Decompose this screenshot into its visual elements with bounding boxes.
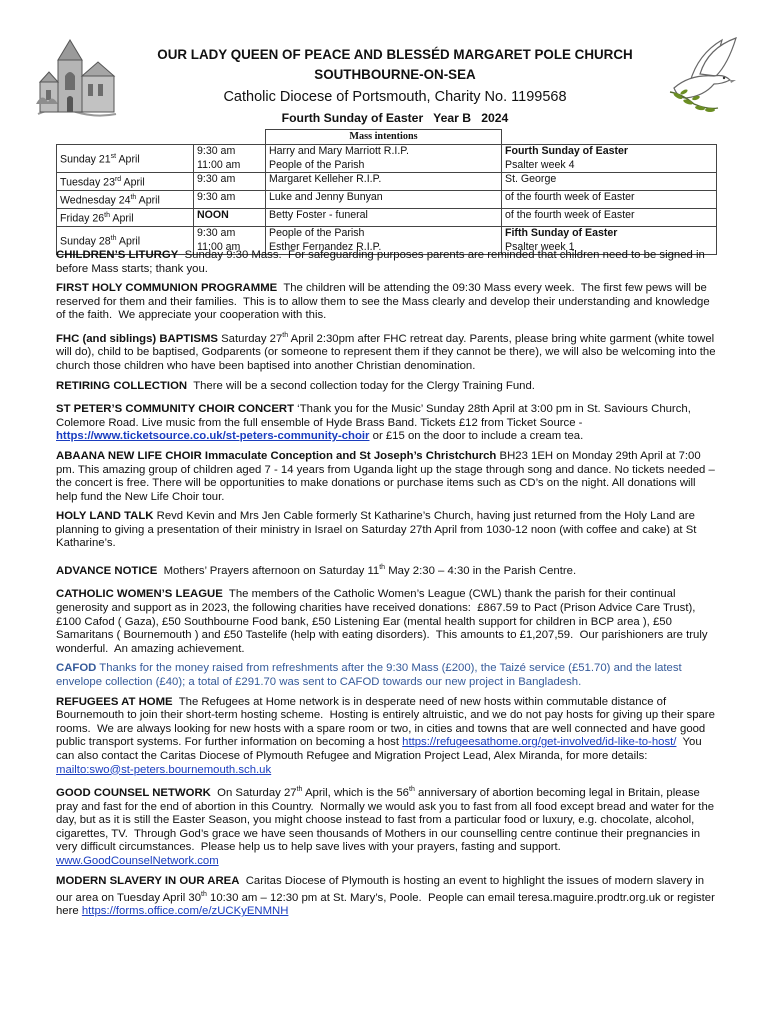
church-title-line2: SOUTHBOURNE-ON-SEA: [314, 67, 476, 82]
day-cell: Wednesday 24th April: [57, 191, 194, 209]
notice-first-holy-communion: [56, 282, 717, 323]
notice-text: The children will be attending the 09:30 Mass every week. The first few pews will be reserved for them and their families. This is to allow them to see the Mass clearly and develop their understanding and knowledge of the faith. We appreciate your cooperation with this.: [56, 282, 713, 322]
notice-text: Thanks for the money raised from refreshments after the 9:30 Mass (£200), the Taizé service (£51.70) and the latest envelope collection (£40); a total of £291.70 was sent to CAFOD towards our new project in Bangladesh.: [56, 662, 682, 688]
notice-title: CATHOLIC WOMEN’S LEAGUE: [56, 588, 223, 601]
day-cell: Tuesday 23rd April: [57, 173, 194, 191]
notice-advance-notice: ADVANCE NOTICE Mothers’ Prayers afternoon on Saturday 11th May 2:30 – 4:30 in the Parish Centre.: [56, 564, 577, 577]
intention-cell: Margaret Kelleher R.I.P.: [266, 173, 502, 191]
feast-cell: St. George: [502, 173, 717, 191]
time-cell: 9:30 am 11:00 am: [194, 145, 266, 173]
table-row: [57, 209, 717, 227]
notice-title: CHILDREN’S LITURGY: [56, 249, 179, 261]
diocese-line: Catholic Diocese of Portsmouth, Charity No. 1199568: [223, 89, 567, 105]
notice-text: There will be a second collection today for the Clergy Training Fund.: [187, 379, 535, 392]
notice-title: CAFOD: [56, 662, 97, 675]
notice-text: Caritas Diocese of Plymouth is hosting an event to highlight the issues of modern slavery in our area on Tuesday April 30: [56, 874, 708, 904]
feast-cell: of the fourth week of Easter: [502, 209, 717, 227]
good-counsel-link[interactable]: www.GoodCounselNetwork.com: [56, 854, 219, 867]
table-heading: Mass intentions: [266, 130, 502, 145]
time-cell: 9:30 am: [194, 173, 266, 191]
notice-text: The members of the Catholic Women’s League (CWL) thank the parish for their continual generosity and support as in 2023, the following charities have received donations: £867.59 to Pact (Prison Advice Care Trust), £100 Cafod ( Gaza), £50 Southbourne Food bank, £50 Listening Ear (mental health support for children in BCP area ), £50 Samaritans ( Bournemouth ) and £50 Tastelife (help with eating disorders). This amounts to £1,207,59. Our parishioners are truly wonderful. An amazing achievement.: [56, 588, 711, 655]
notice-text: May 2:30 – 4:30 in the Parish Centre.: [385, 564, 577, 577]
refugees-host-link[interactable]: https://refugeesathome.org/get-involved/id-like-to-host/: [402, 736, 677, 749]
time-cell: 9:30 am: [194, 191, 266, 209]
church-title-line1: OUR LADY QUEEN OF PEACE AND BLESSÉD MARGARET POLE CHURCH: [157, 47, 633, 62]
time-cell: NOON: [194, 209, 266, 227]
notice-title: REFUGEES AT HOME: [56, 695, 173, 708]
notice-text: Saturday 27: [217, 332, 283, 345]
day-cell: Friday 26th April: [57, 209, 194, 227]
notice-text: April 2:30pm after FHC retreat day. Parents, please bring white garment (white towel will do), child to be baptised, Godparents (or someone to represent them if they cannot be there), we will also be welcoming into the church those children who have been baptised into another Christian denomination.: [56, 332, 716, 372]
intention-cell: Luke and Jenny Bunyan: [266, 191, 502, 209]
feast-cell: Fourth Sunday of Easter Psalter week 4: [502, 145, 717, 173]
notice-title: RETIRING COLLECTION: [56, 379, 188, 392]
notice-title: MODERN SLAVERY IN OUR AREA: [56, 874, 240, 887]
notice-text: anniversary of abortion becoming legal in Britain, please pray and fast for the end of abortion in this Country. Normally we would ask you to fast from all food except bread and water for the day, but as it is still the Easter Season, you might choose instead to fast from a particular food or luxury, e.g. chocolate, alcohol, cigarettes, TV. Through God’s grace we have seen thousands of Mothers in our counselling centre continue their pregnancies in very difficult circumstances. Please help us to help save lives with your prayers, fasting and support.: [56, 786, 718, 854]
notice-childrens-liturgy: [56, 249, 717, 276]
notice-text: You can also contact the Caritas Diocese of Plymouth Refugee and Migration Project Lead, Alex Miranda, for more details:: [56, 736, 705, 762]
notice-retiring-collection: [56, 380, 717, 394]
notice-cwl: [56, 588, 717, 656]
notice-title: FHC (and siblings) BAPTISMS: [56, 332, 218, 345]
table-header-row: [57, 130, 717, 145]
notice-text: 10:30 am – 12:30 pm at St. Mary’s, Poole. People can email teresa.maguire.prodtr.org.uk or register here: [56, 891, 719, 918]
sunday-line: Fourth Sunday of Easter Year B 2024: [281, 111, 509, 125]
notice-text: ‘Thank you for the Music’ Sunday 28th April at 3:00 pm in St. Saviours Church, Colemore Road. Live music from the full ensemble of Hyde Brass Band. Tickets £12 from Ticket Source -: [56, 403, 691, 429]
ticketsource-link[interactable]: https://www.ticketsource.co.uk/st-peters-community-choir: [56, 430, 370, 443]
notice-cafod: [56, 662, 717, 689]
day-cell: Sunday 21st April: [57, 145, 194, 173]
notice-text: Mothers’ Prayers afternoon on Saturday 11: [157, 564, 380, 577]
notice-text: or £15 on the door to include a cream tea.: [369, 430, 584, 443]
day-cell: Sunday 28th April: [57, 227, 194, 255]
notices-section: [56, 249, 717, 925]
notice-text: BH23 1EH on Monday 29th April at 7:00 pm. This amazing group of children aged 7 - 14 years from Uganda light up the stage through song and dance. No tickets needed – the concert is free. There will be opportunities to make donations or purchase items such as CD’s on the night. All donations will help fund the New Life Choir tour.: [56, 449, 715, 503]
notice-title: HOLY LAND TALK: [56, 510, 154, 523]
intention-cell: Harry and Mary Marriott R.I.P. People of the Parish: [266, 145, 502, 173]
table-row: [57, 145, 717, 173]
feast-cell: of the fourth week of Easter: [502, 191, 717, 209]
forms-link[interactable]: https://forms.office.com/e/zUCKyENMNH: [81, 905, 289, 918]
notice-text: The Refugees at Home network is in desperate need of new hosts within commutable distance of Bournemouth to join their short-term hosting scheme. Hosting is entirely altruistic, and we do not pay hosts for giving up their spare rooms. We are always looking for new hosts with a spare room or two, in cities and towns that are well connected and have good public transport systems. For further information on becoming a host: [56, 695, 719, 749]
time-cell: 9:30 am 11:00 am: [194, 227, 266, 255]
feast-cell: Fifth Sunday of Easter Psalter week 1: [502, 227, 717, 255]
notice-modern-slavery: MODERN SLAVERY IN OUR AREA Caritas Diocese of Plymouth is hosting an event to highlight the issues of modern slavery in our area on Tuesday April 30th 10:30 am – 12:30 pm at St. Mary’s, Poole. People can email teresa.maguire.prodtr.org.uk or register here https://forms.office.com/e/zUCKyENMNH: [56, 874, 719, 918]
church-title: [100, 45, 690, 85]
table-row: [57, 173, 717, 191]
caritas-email-link[interactable]: mailto:swo@st-peters.bournemouth.sch.uk: [56, 763, 272, 776]
mass-intentions-table: [56, 129, 717, 255]
notice-good-counsel: GOOD COUNSEL NETWORK On Saturday 27th April, which is the 56th anniversary of abortion becoming legal in Britain, please pray and fast for the end of abortion in this Country. Normally we would ask you to fast from all food except bread and water for the day, but as it is still the Easter Season, you might choose instead to fast from a particular food or luxury, e.g. chocolate, alcohol, cigarettes, TV. Through God’s grace we have seen thousands of Mothers in our counselling centre continue their pregnancies in very difficult circumstances. Please help us to help save lives with your prayers, fasting and support. www.GoodCounselNetwork.com: [56, 786, 718, 867]
notice-baptisms: FHC (and siblings) BAPTISMS Saturday 27th April 2:30pm after FHC retreat day. Parents, please bring white garment (white towel will do), child to be baptised, Godparents (or someone to represent them if they cannot be there), we will also be welcoming into the church those children who have been baptised into another Christian denomination.: [56, 331, 716, 372]
notice-text: On Saturday 27: [210, 786, 297, 799]
notice-text: Sunday 9:30 Mass. For safeguarding purposes parents are reminded that children need to be signed in before Mass starts; thank you.: [56, 249, 708, 275]
notice-text: April, which is the 56: [302, 786, 409, 799]
table-row: [57, 191, 717, 209]
notice-holy-land-talk: [56, 510, 717, 551]
notice-text: Revd Kevin and Mrs Jen Cable formerly St Katharine’s Church, having just returned from the Holy Land are planning to giving a presentation of their ministry in Israel on Saturday 27th April from 1030-12 noon (with coffee and cake) at St Katharine’s.: [56, 510, 697, 550]
intention-cell: People of the Parish Esther Fernandez R.I.P.: [266, 227, 502, 255]
notice-title: FIRST HOLY COMMUNION PROGRAMME: [56, 282, 278, 295]
notice-abaana-choir: [56, 450, 717, 504]
notice-refugees-at-home: [56, 696, 717, 778]
notice-title: GOOD COUNSEL NETWORK: [56, 786, 211, 799]
notice-title: ABAANA NEW LIFE CHOIR Immaculate Conception and St Joseph’s Christchurch: [56, 449, 497, 462]
notice-title: ST PETER’S COMMUNITY CHOIR CONCERT: [56, 403, 295, 416]
notice-title: ADVANCE NOTICE: [56, 564, 158, 577]
notice-choir-concert: [56, 403, 717, 444]
intention-cell: Betty Foster - funeral: [266, 209, 502, 227]
